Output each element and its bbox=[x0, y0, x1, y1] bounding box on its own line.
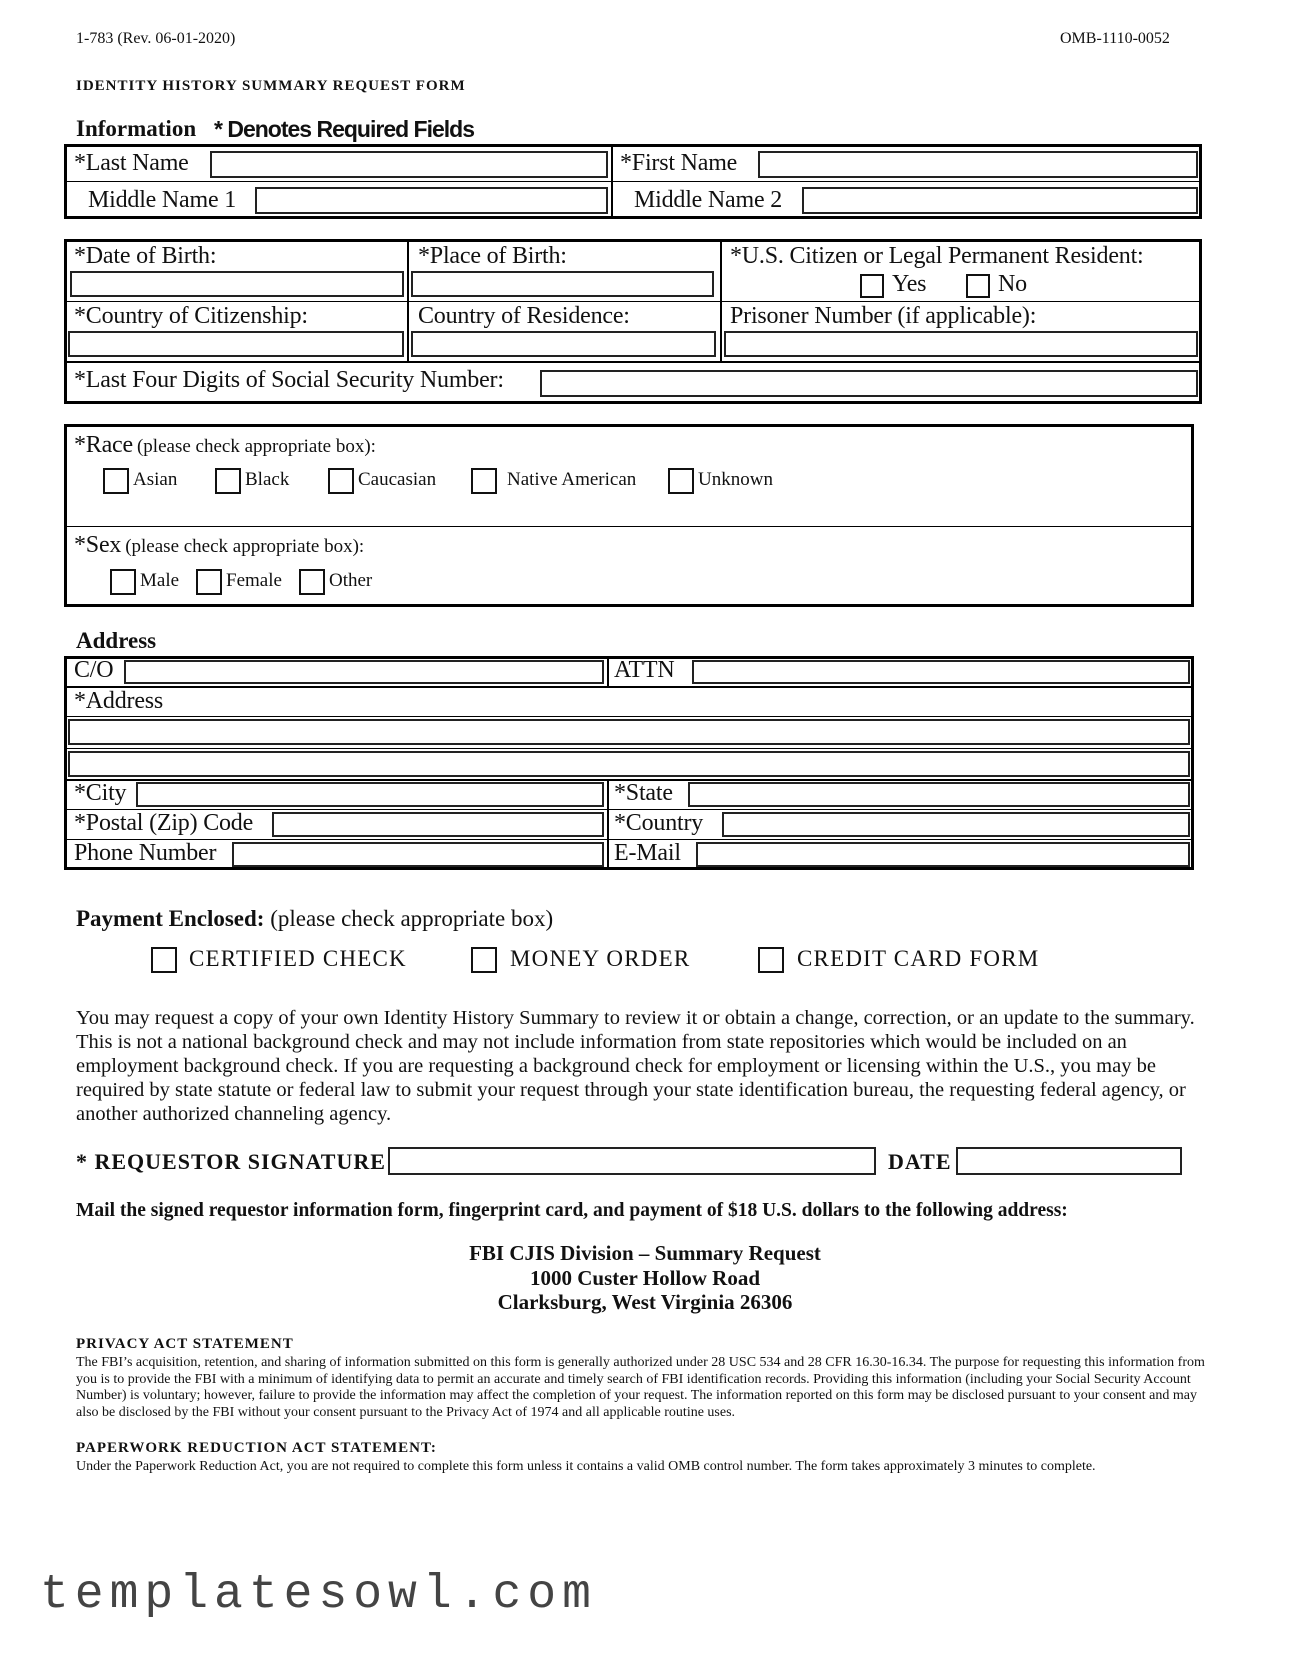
sex-option-other: Other bbox=[329, 570, 373, 591]
dob-label: *Date of Birth: bbox=[74, 243, 217, 269]
country-input[interactable] bbox=[722, 812, 1190, 837]
attn-label: ATTN bbox=[614, 657, 675, 683]
privacy-text: The FBI’s acquisition, retention, and sharing of information submitted on this form is generally authorized under 28 USC 534 and 28 CFR 16.30-16.34. The purpose for requesting this information from you is to provide the FBI with a minimum of identifying data to permit an accurate and timely search of FBI identification records. Providing this information (including your Social Security Account Number) is voluntary; however, failure to provide the information may affect the completion of your request. The information reported on this form may be disclosed pursuant to your consent and may also be disclosed by the FBI without your consent pursuant to the Privacy Act of 1974 and all applicable routine uses. bbox=[76, 1355, 1205, 1420]
race-unknown-checkbox[interactable] bbox=[668, 468, 694, 494]
mailing-address bbox=[0, 1241, 1290, 1315]
form-title: IDENTITY HISTORY SUMMARY REQUEST FORM bbox=[76, 78, 466, 94]
ssn-input[interactable] bbox=[540, 370, 1198, 397]
race-option-asian: Asian bbox=[133, 469, 178, 490]
citizen-no-checkbox[interactable] bbox=[966, 274, 990, 298]
sex-option-female: Female bbox=[226, 570, 282, 591]
citizen-yes-checkbox[interactable] bbox=[860, 274, 884, 298]
mail-instruction: Mail the signed requestor information form, fingerprint card, and payment of $18 U.S. dollars to the following address: bbox=[76, 1200, 1068, 1221]
phone-label: Phone Number bbox=[74, 840, 217, 866]
payment-heading bbox=[76, 906, 553, 932]
country-label: *Country bbox=[614, 810, 704, 836]
race-caucasian-checkbox[interactable] bbox=[328, 468, 354, 494]
race-option-black: Black bbox=[245, 469, 290, 490]
country-residence-input[interactable] bbox=[411, 331, 716, 357]
middle-name-2-label: Middle Name 2 bbox=[634, 187, 783, 213]
mailing-address-line-2: 1000 Custer Hollow Road bbox=[529, 1265, 761, 1290]
sex-female-checkbox[interactable] bbox=[196, 569, 222, 595]
country-citizenship-input[interactable] bbox=[68, 331, 404, 357]
prisoner-label: Prisoner Number (if applicable): bbox=[730, 303, 1037, 329]
state-label: *State bbox=[614, 780, 673, 806]
middle-name-1-label: Middle Name 1 bbox=[88, 187, 237, 213]
date-label: DATE bbox=[888, 1149, 952, 1174]
prisoner-input[interactable] bbox=[724, 331, 1198, 357]
payment-option-money-order: MONEY ORDER bbox=[510, 946, 691, 971]
sex-label: *Sex bbox=[74, 532, 122, 558]
sex-other-checkbox[interactable] bbox=[299, 569, 325, 595]
race-option-caucasian: Caucasian bbox=[358, 469, 437, 490]
payment-option-certified-check: CERTIFIED CHECK bbox=[189, 946, 407, 971]
citizen-yes-label: Yes bbox=[892, 271, 927, 297]
email-label: E-Mail bbox=[614, 840, 681, 866]
sex-option-male: Male bbox=[140, 570, 180, 591]
mailing-address-line-3: Clarksburg, West Virginia 26306 bbox=[497, 1290, 793, 1314]
payment-option-credit-card: CREDIT CARD FORM bbox=[797, 946, 1040, 971]
paperwork-text: Under the Paperwork Reduction Act, you are not required to complete this form unless it contains a valid OMB control number. The form takes approximately 3 minutes to complete. bbox=[76, 1459, 1096, 1474]
sex-heading bbox=[74, 532, 364, 559]
attn-input[interactable] bbox=[692, 660, 1190, 684]
city-input[interactable] bbox=[136, 782, 604, 807]
payment-label: Payment Enclosed: bbox=[76, 906, 265, 931]
sex-male-checkbox[interactable] bbox=[110, 569, 136, 595]
notice-paragraph: You may request a copy of your own Identity History Summary to review it or obtain a change, correction, or an update to the summary. This is not a national background check and may not include information from state repositories which would be included on an employment background check. If you are requesting a background check for employment or licensing within the U.S., you may be required by state statute or federal law to submit your request through your state identification bureau, the requesting federal agency, or another authorized channeling agency. bbox=[76, 1007, 1195, 1125]
last-name-label: *Last Name bbox=[74, 150, 189, 176]
race-option-unknown: Unknown bbox=[698, 469, 773, 490]
city-label: *City bbox=[74, 780, 127, 806]
privacy-heading: PRIVACY ACT STATEMENT bbox=[76, 1336, 294, 1352]
form-number: 1-783 (Rev. 06-01-2020) bbox=[76, 30, 236, 47]
payment-certified-check-checkbox[interactable] bbox=[151, 947, 177, 973]
first-name-input[interactable] bbox=[758, 151, 1198, 178]
phone-input[interactable] bbox=[232, 842, 604, 867]
race-label: *Race bbox=[74, 432, 133, 458]
mailing-address-line-1: FBI CJIS Division – Summary Request bbox=[469, 1241, 821, 1265]
citizen-label: *U.S. Citizen or Legal Permanent Resident: bbox=[730, 243, 1144, 269]
sex-hint: (please check appropriate box): bbox=[125, 536, 365, 557]
paperwork-heading: PAPERWORK REDUCTION ACT STATEMENT: bbox=[76, 1440, 437, 1456]
pob-input[interactable] bbox=[411, 271, 714, 297]
country-residence-label: Country of Residence: bbox=[418, 303, 630, 329]
co-input[interactable] bbox=[124, 660, 604, 684]
first-name-label: *First Name bbox=[620, 150, 738, 176]
payment-hint: (please check appropriate box) bbox=[270, 906, 554, 931]
zip-input[interactable] bbox=[272, 812, 604, 837]
info-heading: Information bbox=[76, 116, 197, 141]
race-hint: (please check appropriate box): bbox=[136, 436, 376, 457]
watermark: templatesowl.com bbox=[40, 1568, 597, 1622]
citizen-no-label: No bbox=[998, 271, 1027, 297]
middle-name-1-input[interactable] bbox=[255, 187, 608, 214]
zip-label: *Postal (Zip) Code bbox=[74, 810, 254, 836]
pob-label: *Place of Birth: bbox=[418, 243, 567, 269]
address-line-2-input[interactable] bbox=[68, 751, 1190, 777]
signature-label: * REQUESTOR SIGNATURE bbox=[76, 1149, 386, 1174]
race-black-checkbox[interactable] bbox=[215, 468, 241, 494]
co-label: C/O bbox=[74, 657, 114, 683]
state-input[interactable] bbox=[688, 782, 1190, 807]
last-name-input[interactable] bbox=[210, 151, 608, 178]
address-line-1-input[interactable] bbox=[68, 719, 1190, 745]
race-heading bbox=[74, 432, 376, 459]
date-input[interactable] bbox=[956, 1147, 1182, 1175]
address-label: *Address bbox=[74, 688, 164, 714]
race-native-american-checkbox[interactable] bbox=[471, 468, 497, 494]
race-option-native-american: Native American bbox=[507, 469, 637, 490]
address-heading: Address bbox=[76, 628, 157, 653]
payment-money-order-checkbox[interactable] bbox=[471, 947, 497, 973]
omb-number: OMB-1110-0052 bbox=[1060, 30, 1170, 47]
dob-input[interactable] bbox=[70, 271, 404, 297]
middle-name-2-input[interactable] bbox=[802, 187, 1198, 214]
email-input[interactable] bbox=[696, 842, 1190, 867]
race-asian-checkbox[interactable] bbox=[103, 468, 129, 494]
signature-input[interactable] bbox=[388, 1147, 876, 1175]
ssn-label: *Last Four Digits of Social Security Number: bbox=[74, 367, 504, 393]
required-note: * Denotes Required Fields bbox=[214, 116, 475, 142]
country-citizenship-label: *Country of Citizenship: bbox=[74, 303, 308, 329]
payment-credit-card-checkbox[interactable] bbox=[758, 947, 784, 973]
